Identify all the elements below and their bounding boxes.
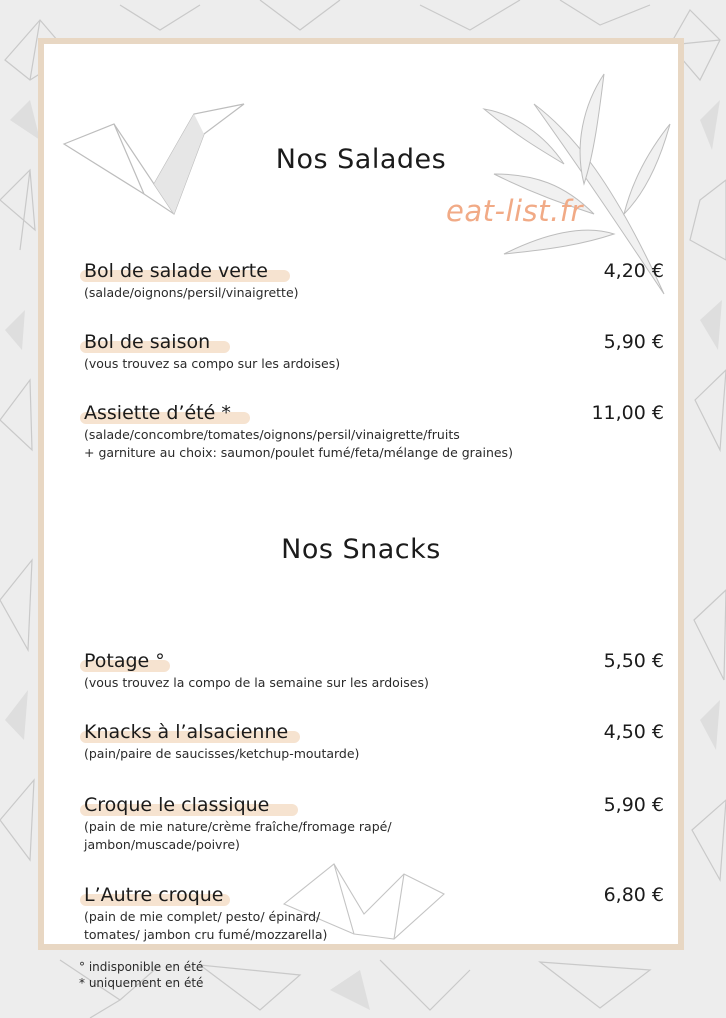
menu-item-knacks (84, 721, 664, 763)
item-price: 11,00 € (591, 402, 664, 424)
item-price: 5,90 € (603, 331, 664, 353)
item-description-line: (pain de mie nature/crème fraîche/fromage rapé/ (84, 819, 392, 834)
item-price: 6,80 € (603, 884, 664, 906)
menu-item-assiette-ete (84, 402, 664, 462)
item-description-line: (salade/concombre/tomates/oignons/persil/vinaigrette/fruits (84, 427, 460, 442)
item-description: (salade/oignons/persil/vinaigrette) (84, 285, 299, 300)
menu-item-croque-classique (84, 794, 664, 854)
menu-item-bol-de-saison (84, 331, 664, 373)
item-name: Croque le classique (84, 794, 270, 816)
item-description-line: (pain de mie complet/ pesto/ épinard/ (84, 909, 321, 924)
footnote-seasonal-unavailable: ° indisponible en été (79, 960, 204, 974)
item-price: 5,50 € (603, 650, 664, 672)
item-description: (vous trouvez la compo de la semaine sur les ardoises) (84, 675, 429, 690)
menu-item-bol-salade-verte (84, 260, 664, 302)
salads-section-title: Nos Salades (275, 144, 447, 175)
snacks-section-title: Nos Snacks (281, 534, 441, 565)
item-description-line: + garniture au choix: saumon/poulet fumé/feta/mélange de graines) (84, 445, 513, 460)
item-name: Potage ° (84, 650, 165, 672)
item-name: L’Autre croque (84, 884, 224, 906)
item-name: Knacks à l’alsacienne (84, 721, 289, 743)
item-description: (pain/paire de saucisses/ketchup-moutarde) (84, 746, 360, 761)
watermark-text: eat-list.fr (446, 194, 583, 228)
item-price: 4,20 € (603, 260, 664, 282)
item-description-line: jambon/muscade/poivre) (84, 837, 240, 852)
menu-item-potage (84, 650, 664, 692)
item-price: 4,50 € (603, 721, 664, 743)
item-price: 5,90 € (603, 794, 664, 816)
item-name: Assiette d’été * (84, 402, 231, 424)
item-description: (vous trouvez sa compo sur les ardoises) (84, 356, 341, 371)
item-name: Bol de salade verte (84, 260, 268, 282)
footnote-summer-only: * uniquement en été (79, 976, 204, 990)
item-name: Bol de saison (84, 331, 211, 353)
menu-card (38, 38, 684, 950)
item-description-line: tomates/ jambon cru fumé/mozzarella) (84, 927, 328, 942)
menu-item-autre-croque (84, 884, 664, 944)
